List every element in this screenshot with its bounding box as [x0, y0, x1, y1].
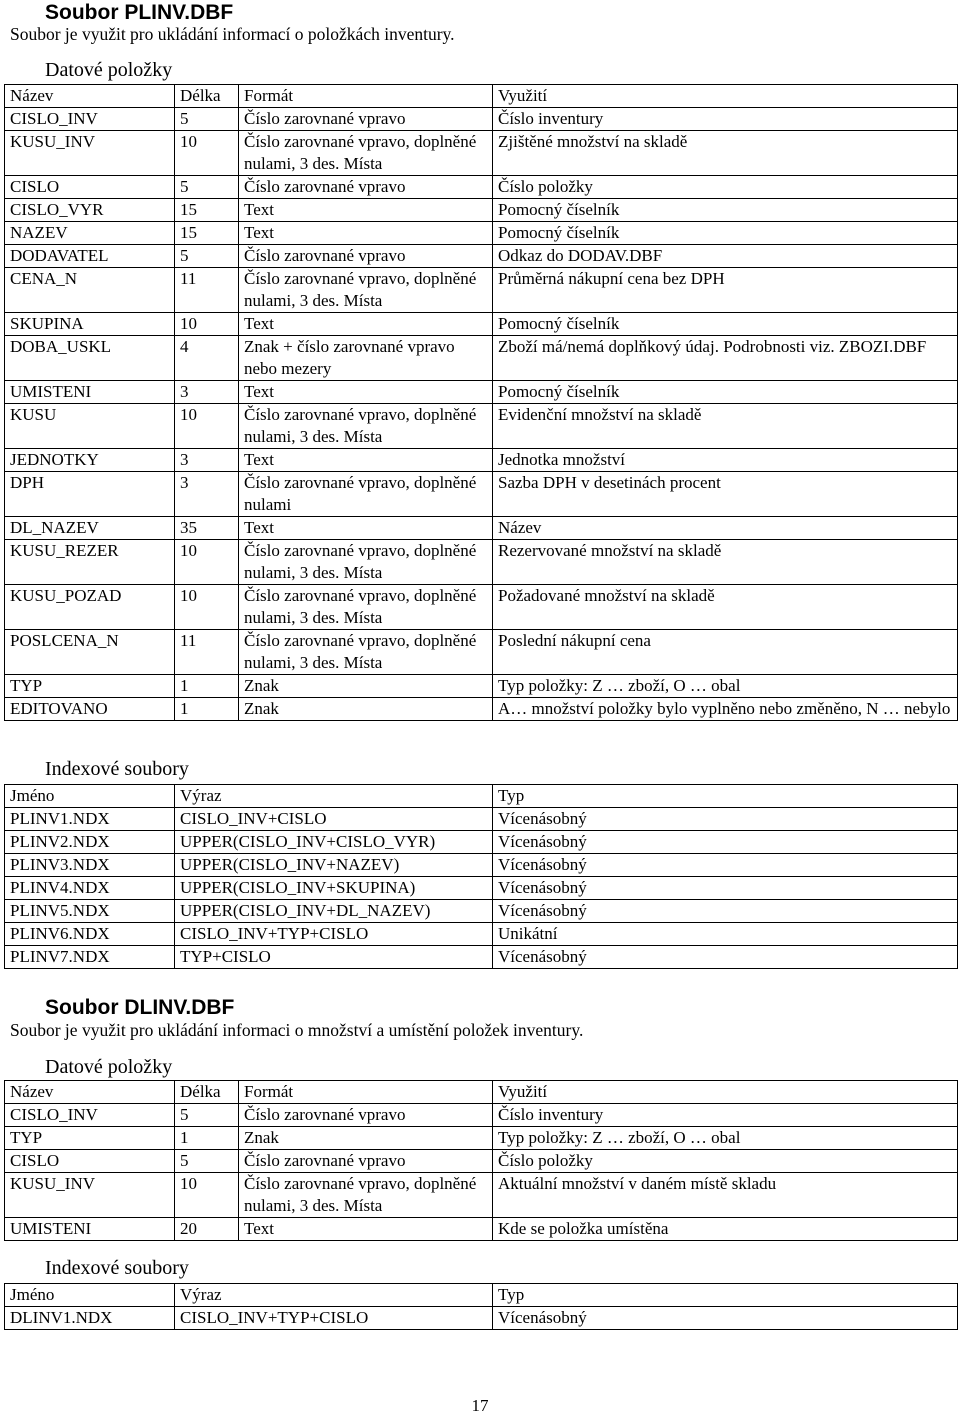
table-cell: TYP+CISLO	[175, 946, 493, 969]
table-cell: Typ položky: Z … zboží, O … obal	[493, 1127, 958, 1150]
table-cell: Znak	[239, 698, 493, 721]
table-cell: CISLO_VYR	[5, 199, 175, 222]
table-cell: Číslo zarovnané vpravo, doplněné nulami, 3 des. Místa	[239, 1173, 493, 1218]
table-row	[5, 808, 958, 831]
header-cell: Výraz	[175, 1284, 493, 1307]
table-row	[5, 313, 958, 336]
table-row	[5, 176, 958, 199]
header-cell: Využití	[493, 85, 958, 108]
table-cell: Kde se položka umístěna	[493, 1218, 958, 1241]
table-cell: DOBA_USKL	[5, 336, 175, 381]
table-cell: Číslo zarovnané vpravo, doplněné nulami, 3 des. Místa	[239, 404, 493, 449]
table-row	[5, 1307, 958, 1330]
header-cell: Typ	[493, 785, 958, 808]
table-cell: Typ položky: Z … zboží, O … obal	[493, 675, 958, 698]
header-cell: Formát	[239, 85, 493, 108]
table-row	[5, 472, 958, 517]
table-row	[5, 630, 958, 675]
table-cell: Text	[239, 313, 493, 336]
table-row	[5, 1127, 958, 1150]
table-row	[5, 336, 958, 381]
table-cell: Vícenásobný	[493, 808, 958, 831]
table-cell: Pomocný číselník	[493, 313, 958, 336]
table-cell: Vícenásobný	[493, 1307, 958, 1330]
table-cell: PLINV7.NDX	[5, 946, 175, 969]
table-cell: 11	[175, 268, 239, 313]
table-cell: UMISTENI	[5, 381, 175, 404]
table-cell: Číslo zarovnané vpravo	[239, 1150, 493, 1173]
table-cell: PLINV1.NDX	[5, 808, 175, 831]
table-cell: TYP	[5, 675, 175, 698]
table-cell: Číslo zarovnané vpravo	[239, 108, 493, 131]
table-cell: Evidenční množství na skladě	[493, 404, 958, 449]
table-cell: 15	[175, 222, 239, 245]
table-cell: SKUPINA	[5, 313, 175, 336]
table-cell: Vícenásobný	[493, 854, 958, 877]
table-cell: DL_NAZEV	[5, 517, 175, 540]
table-cell: Číslo položky	[493, 176, 958, 199]
table-cell: Znak + číslo zarovnané vpravo nebo mezery	[239, 336, 493, 381]
table-cell: 10	[175, 131, 239, 176]
section-title-plinv: Soubor PLINV.DBF	[45, 1, 234, 24]
table-row	[5, 222, 958, 245]
table-cell: CENA_N	[5, 268, 175, 313]
header-cell: Formát	[239, 1081, 493, 1104]
table-cell: KUSU_INV	[5, 131, 175, 176]
index-files-heading-plinv: Indexové soubory	[45, 758, 189, 780]
table-cell: CISLO_INV+CISLO	[175, 808, 493, 831]
table-cell: PLINV6.NDX	[5, 923, 175, 946]
table-cell: Číslo položky	[493, 1150, 958, 1173]
table-cell: 3	[175, 472, 239, 517]
table-cell: Číslo zarovnané vpravo	[239, 176, 493, 199]
table-cell: 4	[175, 336, 239, 381]
table-cell: Číslo zarovnané vpravo, doplněné nulami, 3 des. Místa	[239, 630, 493, 675]
table-row	[5, 517, 958, 540]
header-cell: Název	[5, 1081, 175, 1104]
table-cell: PLINV3.NDX	[5, 854, 175, 877]
table-cell: 35	[175, 517, 239, 540]
data-items-heading-plinv: Datové položky	[45, 59, 173, 81]
table-cell: A… množství položky bylo vyplněno nebo změněno, N … nebylo	[493, 698, 958, 721]
table-cell: 5	[175, 108, 239, 131]
table-cell: KUSU_REZER	[5, 540, 175, 585]
data-items-heading-dlinv: Datové položky	[45, 1056, 173, 1078]
table-cell: KUSU_POZAD	[5, 585, 175, 630]
table-cell: 10	[175, 585, 239, 630]
table-cell: DLINV1.NDX	[5, 1307, 175, 1330]
table-cell: 10	[175, 540, 239, 585]
index-files-table-dlinv	[4, 1283, 958, 1330]
table-cell: Odkaz do DODAV.DBF	[493, 245, 958, 268]
table-cell: Text	[239, 449, 493, 472]
table-cell: CISLO	[5, 176, 175, 199]
table-row	[5, 1104, 958, 1127]
table-row	[5, 675, 958, 698]
table-row	[5, 946, 958, 969]
table-cell: PLINV4.NDX	[5, 877, 175, 900]
table-row	[5, 199, 958, 222]
table-cell: POSLCENA_N	[5, 630, 175, 675]
table-row	[5, 404, 958, 449]
table-cell: Pomocný číselník	[493, 222, 958, 245]
table-cell: EDITOVANO	[5, 698, 175, 721]
table-cell: UPPER(CISLO_INV+CISLO_VYR)	[175, 831, 493, 854]
table-cell: Pomocný číselník	[493, 199, 958, 222]
table-cell: Vícenásobný	[493, 877, 958, 900]
header-cell: Délka	[175, 85, 239, 108]
table-cell: Zboží má/nemá doplňkový údaj. Podrobnosti viz. ZBOZI.DBF	[493, 336, 958, 381]
table-cell: Jednotka množství	[493, 449, 958, 472]
header-cell: Jméno	[5, 1284, 175, 1307]
table-cell: Číslo inventury	[493, 108, 958, 131]
table-row	[5, 923, 958, 946]
table-row	[5, 449, 958, 472]
table-cell: Sazba DPH v desetinách procent	[493, 472, 958, 517]
table-cell: 3	[175, 381, 239, 404]
table-cell: CISLO_INV	[5, 1104, 175, 1127]
table-cell: Zjištěné množství na skladě	[493, 131, 958, 176]
table-cell: 11	[175, 630, 239, 675]
table-row	[5, 900, 958, 923]
table-row	[5, 245, 958, 268]
table-cell: Text	[239, 381, 493, 404]
data-items-table-dlinv	[4, 1080, 958, 1241]
table-cell: Číslo zarovnané vpravo	[239, 245, 493, 268]
table-cell: Číslo zarovnané vpravo, doplněné nulami, 3 des. Místa	[239, 540, 493, 585]
section-title-dlinv: Soubor DLINV.DBF	[45, 996, 235, 1019]
index-files-heading-dlinv: Indexové soubory	[45, 1257, 189, 1279]
table-cell: Text	[239, 517, 493, 540]
table-row	[5, 540, 958, 585]
table-row	[5, 831, 958, 854]
table-cell: 1	[175, 1127, 239, 1150]
table-cell: DPH	[5, 472, 175, 517]
table-cell: JEDNOTKY	[5, 449, 175, 472]
table-cell: 5	[175, 245, 239, 268]
table-cell: Vícenásobný	[493, 946, 958, 969]
table-cell: CISLO_INV+TYP+CISLO	[175, 923, 493, 946]
table-header-row	[5, 1284, 958, 1307]
table-cell: 15	[175, 199, 239, 222]
section-description-plinv: Soubor je využit pro ukládání informací o položkách inventury.	[10, 24, 455, 44]
table-row	[5, 1218, 958, 1241]
table-cell: Číslo zarovnané vpravo	[239, 1104, 493, 1127]
table-cell: Číslo zarovnané vpravo, doplněné nulami, 3 des. Místa	[239, 268, 493, 313]
table-cell: Rezervované množství na skladě	[493, 540, 958, 585]
table-cell: 20	[175, 1218, 239, 1241]
table-cell: PLINV5.NDX	[5, 900, 175, 923]
table-cell: Text	[239, 199, 493, 222]
header-cell: Výraz	[175, 785, 493, 808]
table-cell: Číslo zarovnané vpravo, doplněné nulami, 3 des. Místa	[239, 585, 493, 630]
table-cell: 1	[175, 675, 239, 698]
table-row	[5, 268, 958, 313]
table-cell: Požadované množství na skladě	[493, 585, 958, 630]
table-cell: Číslo zarovnané vpravo, doplněné nulami	[239, 472, 493, 517]
table-cell: KUSU_INV	[5, 1173, 175, 1218]
header-cell: Využití	[493, 1081, 958, 1104]
table-row	[5, 698, 958, 721]
table-cell: 10	[175, 313, 239, 336]
table-header-row	[5, 785, 958, 808]
table-cell: DODAVATEL	[5, 245, 175, 268]
header-cell: Název	[5, 85, 175, 108]
table-row	[5, 877, 958, 900]
header-cell: Typ	[493, 1284, 958, 1307]
table-cell: Vícenásobný	[493, 831, 958, 854]
table-cell: Číslo inventury	[493, 1104, 958, 1127]
table-cell: 1	[175, 698, 239, 721]
table-cell: 10	[175, 404, 239, 449]
table-cell: 5	[175, 1104, 239, 1127]
page-number: 17	[471, 1396, 489, 1415]
table-header-row	[5, 85, 958, 108]
table-row	[5, 131, 958, 176]
table-row	[5, 1173, 958, 1218]
table-cell: KUSU	[5, 404, 175, 449]
table-row	[5, 381, 958, 404]
table-cell: Text	[239, 1218, 493, 1241]
table-cell: Text	[239, 222, 493, 245]
table-cell: UPPER(CISLO_INV+NAZEV)	[175, 854, 493, 877]
table-cell: Pomocný číselník	[493, 381, 958, 404]
table-row	[5, 1150, 958, 1173]
table-cell: Unikátní	[493, 923, 958, 946]
header-cell: Jméno	[5, 785, 175, 808]
table-cell: NAZEV	[5, 222, 175, 245]
table-header-row	[5, 1081, 958, 1104]
table-row	[5, 854, 958, 877]
table-cell: Název	[493, 517, 958, 540]
table-cell: Poslední nákupní cena	[493, 630, 958, 675]
header-cell: Délka	[175, 1081, 239, 1104]
table-cell: UMISTENI	[5, 1218, 175, 1241]
table-cell: UPPER(CISLO_INV+DL_NAZEV)	[175, 900, 493, 923]
section-description-dlinv: Soubor je využit pro ukládání informaci o množství a umístění položek inventury.	[10, 1020, 584, 1040]
table-cell: 3	[175, 449, 239, 472]
table-cell: CISLO	[5, 1150, 175, 1173]
table-cell: UPPER(CISLO_INV+SKUPINA)	[175, 877, 493, 900]
table-cell: 5	[175, 1150, 239, 1173]
index-files-table-plinv	[4, 784, 958, 969]
table-cell: PLINV2.NDX	[5, 831, 175, 854]
table-cell: 10	[175, 1173, 239, 1218]
table-cell: CISLO_INV	[5, 108, 175, 131]
data-items-table-plinv	[4, 84, 958, 721]
table-cell: CISLO_INV+TYP+CISLO	[175, 1307, 493, 1330]
table-cell: TYP	[5, 1127, 175, 1150]
table-cell: Znak	[239, 1127, 493, 1150]
table-cell: Znak	[239, 675, 493, 698]
table-cell: 5	[175, 176, 239, 199]
table-row	[5, 108, 958, 131]
table-row	[5, 585, 958, 630]
table-cell: Průměrná nákupní cena bez DPH	[493, 268, 958, 313]
table-cell: Aktuální množství v daném místě skladu	[493, 1173, 958, 1218]
table-cell: Číslo zarovnané vpravo, doplněné nulami, 3 des. Místa	[239, 131, 493, 176]
table-cell: Vícenásobný	[493, 900, 958, 923]
